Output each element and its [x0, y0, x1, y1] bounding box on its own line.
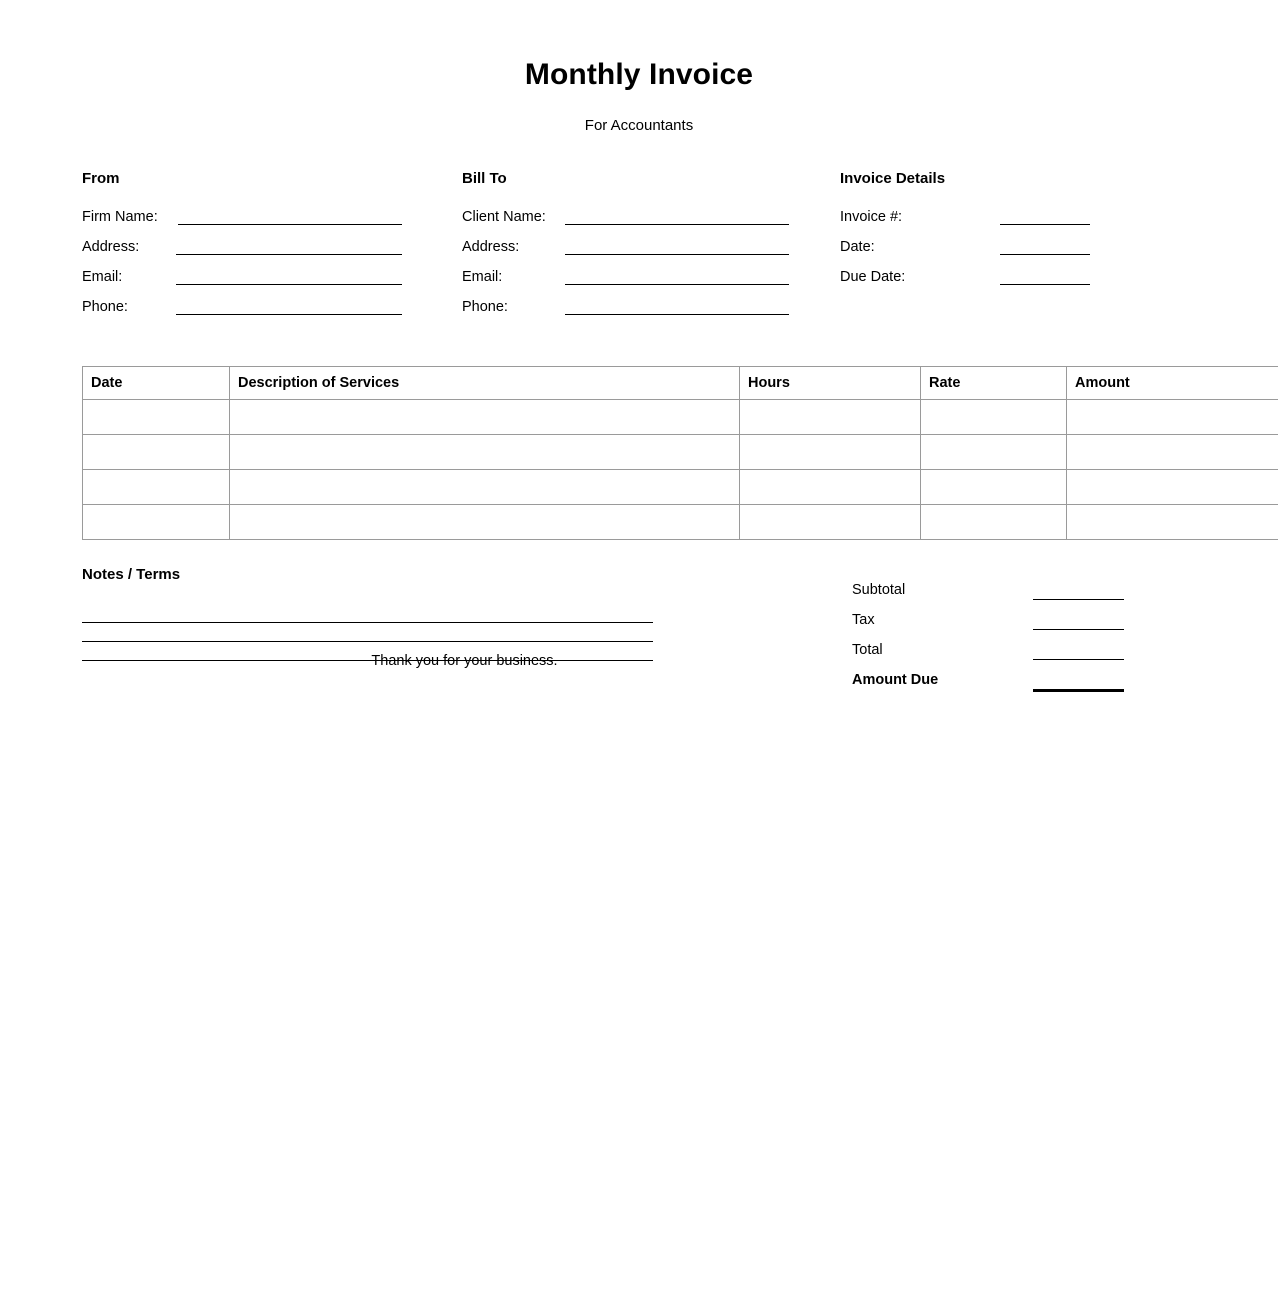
cell-hours[interactable]: [740, 505, 921, 540]
cell-hours[interactable]: [740, 435, 921, 470]
invoice-date-input[interactable]: [1000, 254, 1090, 255]
from-email-label: Email:: [82, 269, 123, 285]
invoice-due-date-label: Due Date:: [840, 269, 906, 285]
totals-block: [852, 580, 1124, 700]
total-input[interactable]: [1033, 659, 1124, 660]
bill-to-address-input[interactable]: [565, 254, 789, 255]
cell-amount[interactable]: [1067, 400, 1278, 435]
from-email-row: [82, 267, 412, 297]
cell-rate[interactable]: [921, 400, 1067, 435]
from-phone-input[interactable]: [176, 314, 402, 315]
bill-to-client-name-label: Client Name:: [462, 209, 546, 225]
notes-terms-heading: Notes / Terms: [82, 566, 181, 583]
total-row: [852, 640, 1124, 670]
invoice-number-label: Invoice #:: [840, 209, 903, 225]
from-phone-label: Phone:: [82, 299, 128, 315]
column-header-rate: Rate: [921, 367, 1067, 400]
table-row: [83, 435, 1278, 470]
cell-description[interactable]: [230, 470, 740, 505]
column-header-hours: Hours: [740, 367, 921, 400]
bill-to-phone-label: Phone:: [462, 299, 508, 315]
tax-row: [852, 610, 1124, 640]
subtotal-label: Subtotal: [852, 582, 906, 598]
subtotal-row: [852, 580, 1124, 610]
cell-description[interactable]: [230, 400, 740, 435]
cell-date[interactable]: [83, 505, 230, 540]
amount-due-label: Amount Due: [852, 672, 939, 688]
invoice-due-date-input[interactable]: [1000, 284, 1090, 285]
table-row: [83, 400, 1278, 435]
invoice-number-row: [840, 207, 1100, 237]
cell-rate[interactable]: [921, 505, 1067, 540]
cell-date[interactable]: [83, 435, 230, 470]
cell-date[interactable]: [83, 400, 230, 435]
bill-to-section-heading: Bill To: [462, 170, 507, 187]
notes-line-2[interactable]: [82, 623, 653, 642]
invoice-date-row: [840, 237, 1100, 267]
total-label: Total: [852, 642, 883, 658]
table-row: [83, 470, 1278, 505]
bill-to-client-name-input[interactable]: [565, 224, 789, 225]
from-address-label: Address:: [82, 239, 140, 255]
cell-amount[interactable]: [1067, 435, 1278, 470]
column-header-amount: Amount: [1067, 367, 1278, 400]
from-email-input[interactable]: [176, 284, 402, 285]
tax-label: Tax: [852, 612, 875, 628]
invoice-number-input[interactable]: [1000, 224, 1090, 225]
invoice-due-date-row: [840, 267, 1100, 297]
cell-rate[interactable]: [921, 435, 1067, 470]
invoice-details-section-heading: Invoice Details: [840, 170, 946, 187]
page-subtitle: For Accountants: [584, 117, 694, 134]
thank-you-message: Thank you for your business.: [371, 653, 558, 669]
bill-to-client-name-row: [462, 207, 792, 237]
cell-hours[interactable]: [740, 470, 921, 505]
amount-due-input[interactable]: [1033, 689, 1124, 692]
line-items-table: [82, 366, 1278, 540]
from-address-input[interactable]: [176, 254, 402, 255]
bill-to-address-row: [462, 237, 792, 267]
page-title: Monthly Invoice: [524, 58, 754, 91]
notes-line-1[interactable]: [82, 604, 653, 623]
bill-to-email-input[interactable]: [565, 284, 789, 285]
bill-to-address-label: Address:: [462, 239, 520, 255]
cell-description[interactable]: [230, 435, 740, 470]
from-firm-name-label: Firm Name:: [82, 209, 158, 225]
cell-hours[interactable]: [740, 400, 921, 435]
from-phone-row: [82, 297, 412, 327]
cell-amount[interactable]: [1067, 470, 1278, 505]
subtotal-input[interactable]: [1033, 599, 1124, 600]
tax-input[interactable]: [1033, 629, 1124, 630]
cell-amount[interactable]: [1067, 505, 1278, 540]
table-row: [83, 505, 1278, 540]
cell-description[interactable]: [230, 505, 740, 540]
cell-date[interactable]: [83, 470, 230, 505]
column-header-description: Description of Services: [230, 367, 740, 400]
invoice-date-label: Date:: [840, 239, 875, 255]
cell-rate[interactable]: [921, 470, 1067, 505]
from-address-row: [82, 237, 412, 267]
bill-to-phone-row: [462, 297, 792, 327]
from-firm-name-row: [82, 207, 412, 237]
from-section-heading: From: [82, 170, 120, 187]
table-header-row: [83, 367, 1278, 400]
from-firm-name-input[interactable]: [178, 224, 402, 225]
bill-to-phone-input[interactable]: [565, 314, 789, 315]
amount-due-row: [852, 670, 1124, 700]
bill-to-email-row: [462, 267, 792, 297]
bill-to-email-label: Email:: [462, 269, 503, 285]
column-header-date: Date: [83, 367, 230, 400]
